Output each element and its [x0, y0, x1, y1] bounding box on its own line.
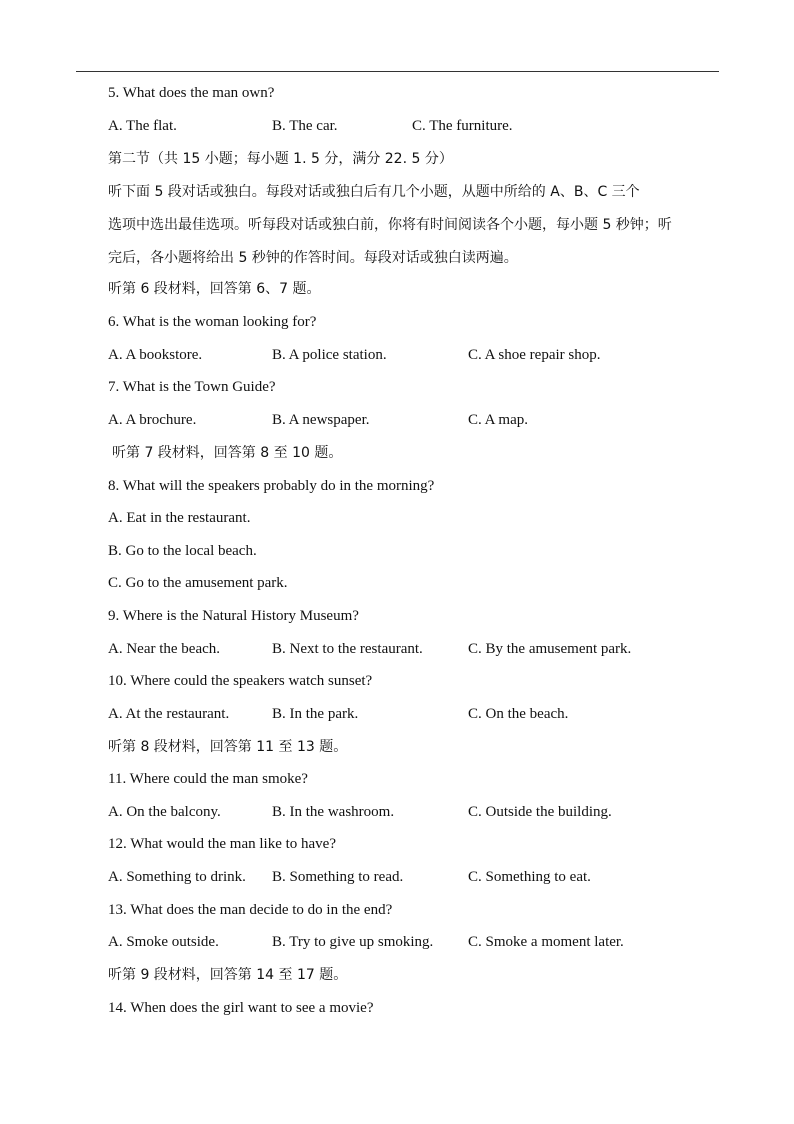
option-9b[interactable]: B. Next to the restaurant. [272, 641, 423, 657]
option-8b[interactable]: B. Go to the local beach. [108, 543, 257, 559]
option-9a[interactable]: A. Near the beach. [108, 641, 221, 657]
option-5a[interactable]: A. The flat. [108, 118, 177, 134]
question-10: 10. Where could the speakers watch sunset? [108, 673, 373, 689]
question-12: 12. What would the man like to have? [108, 836, 336, 852]
option-7c[interactable]: C. A map. [468, 412, 529, 428]
options-11 [108, 802, 728, 822]
option-5c[interactable]: C. The furniture. [412, 118, 513, 134]
option-10b[interactable]: B. In the park. [272, 706, 359, 722]
option-6b[interactable]: B. A police station. [272, 347, 387, 363]
option-12a[interactable]: A. Something to drink. [108, 869, 246, 885]
option-13b[interactable]: B. Try to give up smoking. [272, 934, 434, 950]
segment-6-heading: 听第 6 段材料，回答第 6、7 题。 [108, 281, 321, 297]
segment-7-heading: 听第 7 段材料，回答第 8 至 10 题。 [112, 445, 343, 461]
option-9c[interactable]: C. By the amusement park. [468, 641, 632, 657]
question-8: 8. What will the speakers probably do in the morning? [108, 478, 435, 494]
question-6: 6. What is the woman looking for? [108, 314, 317, 330]
option-11c[interactable]: C. Outside the building. [468, 804, 612, 820]
option-12c[interactable]: C. Something to eat. [468, 869, 591, 885]
option-13a[interactable]: A. Smoke outside. [108, 934, 219, 950]
segment-8-heading: 听第 8 段材料，回答第 11 至 13 题。 [108, 739, 348, 755]
option-10c[interactable]: C. On the beach. [468, 706, 569, 722]
option-7a[interactable]: A. A brochure. [108, 412, 197, 428]
options-5 [108, 116, 728, 136]
option-6c[interactable]: C. A shoe repair shop. [468, 347, 601, 363]
options-9 [108, 639, 728, 659]
option-11a[interactable]: A. On the balcony. [108, 804, 221, 820]
question-5: 5. What does the man own? [108, 85, 275, 101]
instructions-line-1: 听下面 5 段对话或独白。每段对话或独白后有几个小题，从题中所给的 A、B、C 三个 [108, 184, 640, 200]
option-11b[interactable]: B. In the washroom. [272, 804, 395, 820]
option-6a[interactable]: A. A bookstore. [108, 347, 203, 363]
instructions-line-3: 完后，各小题将给出 5 秒钟的作答时间。每段对话或独白读两遍。 [108, 250, 518, 266]
options-10 [108, 704, 728, 724]
option-8a[interactable]: A. Eat in the restaurant. [108, 510, 251, 526]
option-5b[interactable]: B. The car. [272, 118, 338, 134]
section-2-header: 第二节（共 15 小题；每小题 1. 5 分，满分 22. 5 分） [108, 151, 453, 167]
option-8c[interactable]: C. Go to the amusement park. [108, 575, 288, 591]
question-13: 13. What does the man decide to do in the end? [108, 902, 393, 918]
option-10a[interactable]: A. At the restaurant. [108, 706, 230, 722]
section-2-instructions [108, 176, 720, 275]
options-13 [108, 932, 728, 952]
option-13c[interactable]: C. Smoke a moment later. [468, 934, 624, 950]
instructions-line-2: 选项中选出最佳选项。听每段对话或独白前，你将有时间阅读各个小题，每小题 5 秒钟；听 [108, 217, 672, 233]
question-7: 7. What is the Town Guide? [108, 379, 276, 395]
question-9: 9. Where is the Natural History Museum? [108, 608, 359, 624]
header-rule [76, 71, 719, 72]
question-11: 11. Where could the man smoke? [108, 771, 308, 787]
options-12 [108, 867, 728, 887]
option-7b[interactable]: B. A newspaper. [272, 412, 370, 428]
segment-9-heading: 听第 9 段材料，回答第 14 至 17 题。 [108, 967, 348, 983]
options-6 [108, 345, 728, 365]
option-12b[interactable]: B. Something to read. [272, 869, 404, 885]
question-14: 14. When does the girl want to see a movie? [108, 1000, 374, 1016]
options-7 [108, 410, 728, 430]
